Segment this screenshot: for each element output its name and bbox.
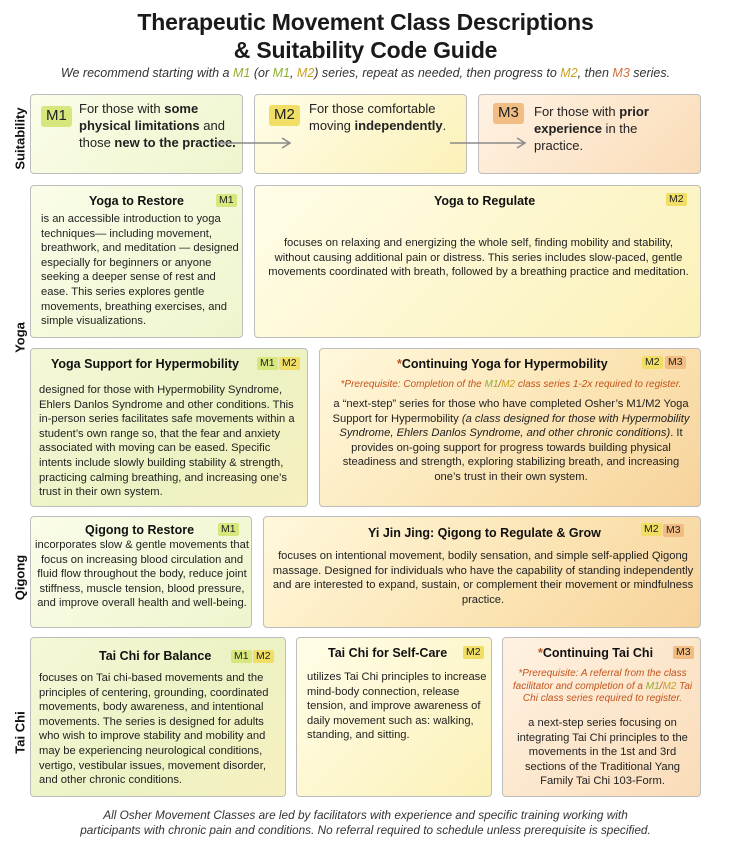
prereq-text: *Prerequisite: A referral from the class facilitator and completion of a	[512, 668, 687, 692]
class-description: a next-step series focusing on integrating Tai Chi principles to the movements in the 1st and 3rd sections of the Traditional Yang Family Tai Chi 103-Form.	[517, 717, 688, 788]
code-badge-m3-wrap	[663, 523, 684, 538]
progress-arrow-icon	[215, 136, 295, 150]
subtitle-text: ,	[289, 66, 297, 80]
section-label-qigong: Qigong	[12, 554, 28, 601]
class-title: Qigong to Restore	[85, 523, 195, 537]
class-title: Yi Jin Jing: Qigong to Regulate & Grow	[368, 526, 601, 540]
prereq-m1: M1	[484, 379, 499, 390]
class-title: Tai Chi for Self-Care	[328, 646, 448, 660]
code-badge-m2: M2	[666, 193, 687, 206]
section-label-taichi: Tai Chi	[12, 711, 28, 754]
suitability-m1-bold-a: some physical limitations	[79, 101, 200, 133]
code-badge-m1: M1	[231, 650, 252, 663]
class-description: focuses on relaxing and energizing the whole self, finding mobility and stability, without causing additional pain or distress. This series includes slow-paced, gentle movements coordinated with breath, followed by a breathing practice and meditation.	[268, 237, 689, 279]
class-title: Tai Chi for Balance	[99, 649, 212, 663]
suitability-m3-text	[534, 103, 689, 154]
subtitle-text: series.	[629, 66, 671, 80]
class-card-tai-chi-self-care	[296, 637, 492, 797]
suitability-m1-text-a: For those with	[79, 101, 165, 116]
footer-line-2: participants with chronic pain and conditions. No referral required to schedule unless prerequisite is specified.	[80, 823, 651, 837]
suitability-m2-text	[309, 100, 459, 134]
suitability-m2-bold-a: independently	[354, 118, 443, 133]
class-description: is an accessible introduction to yoga techniques— including movement, breathwork, and meditation — designed especially for beginners or anyone seeking a deeper sense of rest and ease. This series explores gentle movements, breathing exercises, and simple visualizations.	[41, 213, 239, 328]
suitability-m1-text-b: and those	[79, 118, 225, 150]
asterisk: *	[397, 357, 402, 371]
suitability-m1-bold-b: new to the practice.	[114, 135, 236, 150]
suitability-m2-text-a: For those comfortable moving	[309, 101, 436, 133]
class-title: Yoga to Restore	[89, 194, 184, 208]
class-title: Yoga Support for Hypermobility	[51, 357, 239, 371]
description-text: . It provides on-going support for progress towards building physical steadiness and strength, exploring stabilizing breath, and increasing one’s trust in their own system.	[342, 427, 683, 483]
progress-arrow-icon	[450, 136, 530, 150]
suitability-m1-badge: M1	[41, 106, 72, 127]
suitability-m3-badge: M3	[493, 103, 524, 124]
suitability-m2-text-b: .	[442, 118, 447, 133]
suitability-m3-text-b: in the practice.	[534, 121, 638, 153]
class-card-tai-chi-balance	[30, 637, 286, 797]
code-badge-m2: M2	[642, 356, 663, 369]
subtitle-text: We recommend starting with a	[60, 66, 233, 80]
class-description: focuses on intentional movement, bodily sensation, and simple self-applied Qigong massage. Designed for individuals who have the capability of standing independently and are interested to expand, sustain, or complement their movement or mindfulness practice.	[272, 550, 694, 606]
code-badge-m2: M2	[641, 523, 662, 536]
class-card-continuing-tai-chi	[502, 637, 701, 797]
subtitle-text: ) series, repeat as needed, then progress to	[314, 66, 561, 80]
suitability-m2-card	[254, 94, 467, 174]
prerequisite-note	[509, 668, 696, 706]
class-title	[538, 646, 653, 661]
code-badge-m2: M2	[463, 646, 484, 659]
class-card-yoga-hypermobility	[30, 348, 308, 507]
section-label-yoga: Yoga	[12, 322, 28, 353]
description-text: a “next-step” series for those who have completed Osher’s M1/M2 Yoga Support for Hypermobility	[332, 398, 689, 425]
prereq-text: class series 1-2x required to register.	[515, 379, 682, 390]
code-badge-m3: M3	[673, 646, 694, 659]
code-badge-m3: M3	[663, 524, 684, 537]
prereq-slash: /	[659, 680, 663, 692]
description-italic: (a class designed for those with Hypermobility Syndrome, Ehlers Danlos Syndrome, and other chronic conditions)	[339, 412, 690, 440]
suitability-m3-bold-a: prior experience	[534, 104, 649, 136]
code-badge-m1: M1	[257, 357, 278, 370]
title-line-2: & Suitability Code Guide	[233, 37, 498, 63]
footer-note	[0, 808, 731, 838]
class-card-yi-jin-jing	[263, 516, 701, 628]
class-title: Yoga to Regulate	[434, 194, 536, 208]
prereq-m2: M2	[662, 680, 677, 692]
title-line-1: Therapeutic Movement Class Descriptions	[137, 9, 594, 35]
prereq-text: *Prerequisite: Completion of the	[340, 379, 485, 390]
subtitle	[0, 66, 731, 80]
class-description: designed for those with Hypermobility Syndrome, Ehlers Danlos Syndrome and other conditions. This in-person series facilitates safe movements within a student’s own range so, that the fear and anxiety associated with moving can be eased. Specific intents include slowly building stability & strength, practicing calming breathing, and increasing one’s trust in their own system.	[39, 384, 295, 499]
class-description	[328, 397, 694, 485]
prereq-text: Tai Chi class series required to register.	[522, 680, 693, 704]
class-title	[397, 357, 608, 372]
prereq-m1: M1	[645, 680, 660, 692]
code-badge-m3: M3	[665, 356, 686, 369]
subtitle-m2: M2	[560, 66, 578, 80]
code-badge-m2: M2	[279, 357, 300, 370]
subtitle-m1: M1	[272, 66, 290, 80]
prerequisite-note	[326, 379, 696, 392]
prereq-m2: M2	[501, 379, 516, 390]
subtitle-m2: M2	[296, 66, 315, 80]
class-description: utilizes Tai Chi principles to increase mind-body connection, release tension, and improve awareness of daily movement such as: walking, standing, and sitting.	[307, 671, 487, 742]
subtitle-text: , then	[577, 66, 613, 80]
page-title	[0, 8, 731, 64]
suitability-m3-card	[478, 94, 701, 174]
suitability-m3-text-a: For those with	[534, 104, 620, 119]
class-title-text: Continuing Tai Chi	[542, 646, 654, 660]
class-card-continuing-yoga-hypermobility	[319, 348, 701, 507]
class-card-yoga-to-restore	[30, 185, 243, 338]
footer-line-1: All Osher Movement Classes are led by facilitators with experience and specific training working with	[103, 808, 628, 822]
class-description: focuses on Tai chi-based movements and the principles of centering, grounding, coordinated movements, body awareness, and intentional movements. The series is designed for adults who wish to improve stability and mobility and may be experiencing neurological conditions, vertigo, vestibular issues, movement disorder, and other chronic conditions.	[39, 672, 269, 787]
suitability-m2-badge: M2	[269, 105, 300, 126]
class-card-qigong-to-restore	[30, 516, 252, 628]
subtitle-m3: M3	[612, 66, 630, 80]
asterisk: *	[538, 646, 543, 660]
prereq-slash: /	[498, 379, 502, 390]
code-badge-m1: M1	[218, 523, 239, 536]
subtitle-m1: M1	[232, 66, 251, 80]
section-label-suitability: Suitability	[12, 107, 28, 170]
subtitle-text: (or	[250, 66, 273, 80]
suitability-m1-card	[30, 94, 243, 174]
code-badge-m1: M1	[216, 194, 237, 207]
class-card-yoga-to-regulate	[254, 185, 701, 338]
class-description: incorporates slow & gentle movements that focus on increasing blood circulation and fluid flow throughout the body, reduce joint stiffness, muscle tension, blood pressure, and improve overall health and well-being.	[35, 539, 249, 610]
class-title-text: Continuing Yoga for Hypermobility	[401, 357, 608, 371]
code-badge-m2: M2	[253, 650, 274, 663]
